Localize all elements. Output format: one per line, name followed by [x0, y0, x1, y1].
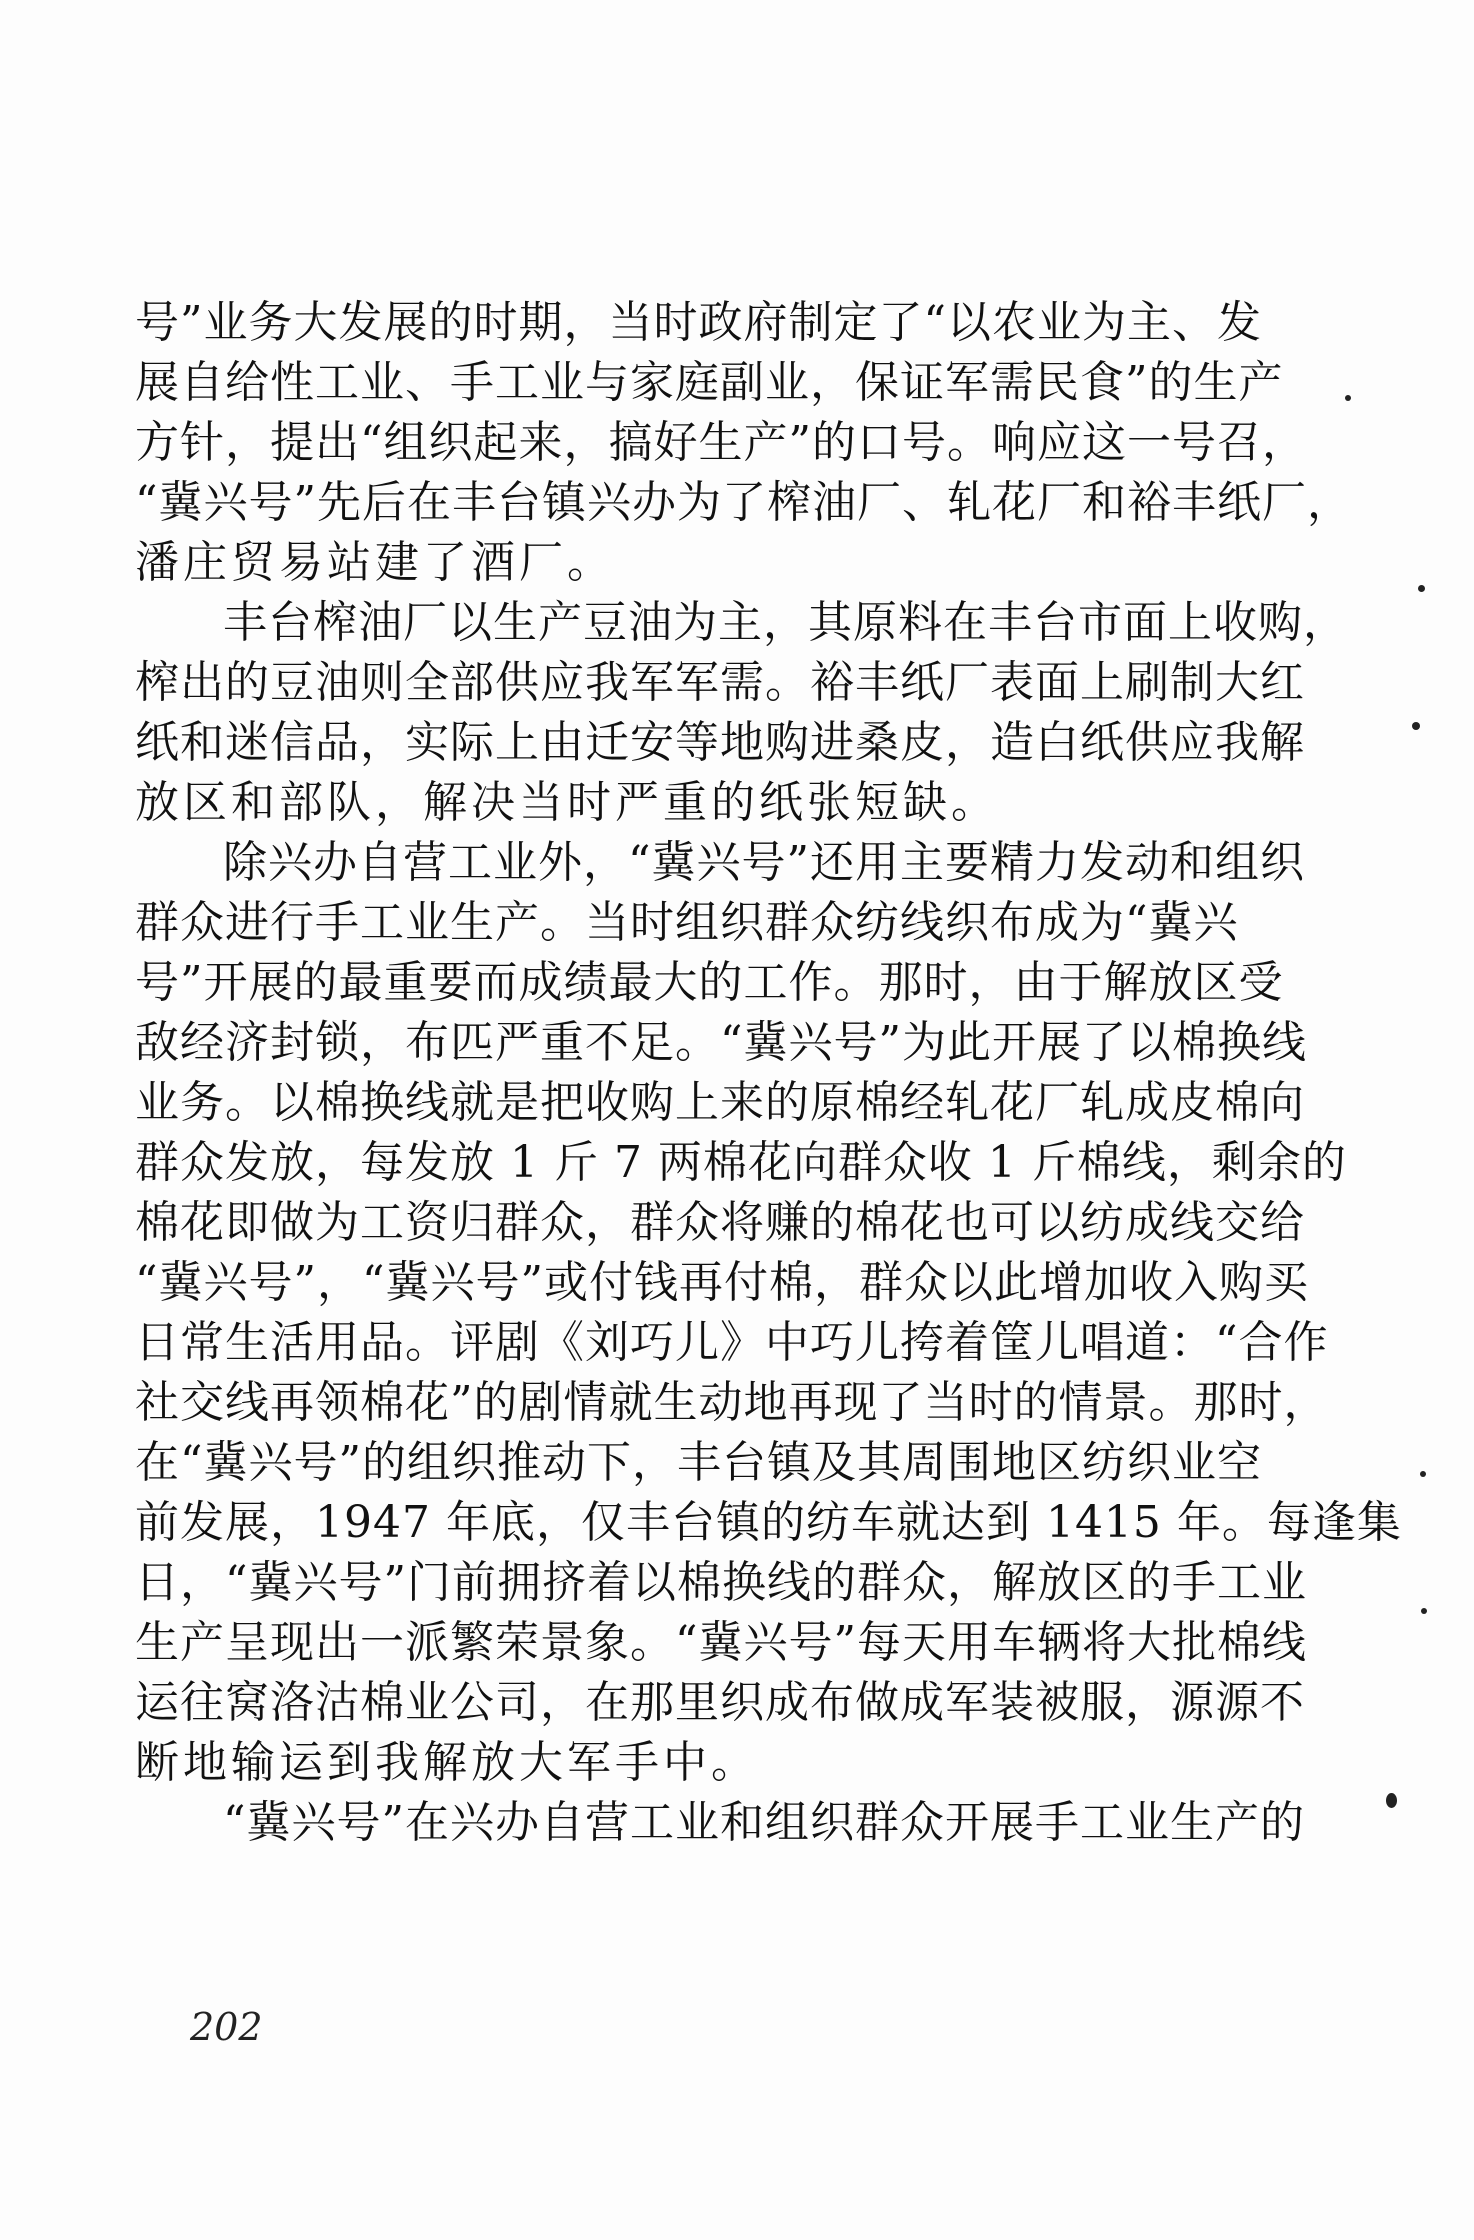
scan-speck [1418, 585, 1425, 592]
text-line: “冀兴号”在兴办自营工业和组织群众开展手工业生产的 [223, 1797, 1305, 1848]
text-line: 号”开展的最重要而成绩最大的工作。那时，由于解放区受 [135, 957, 1284, 1008]
scan-speck [1421, 1608, 1427, 1614]
text-line: 生产呈现出一派繁荣景象。“冀兴号”每天用车辆将大批棉线 [135, 1617, 1307, 1668]
text-line: 业务。以棉换线就是把收购上来的原棉经轧花厂轧成皮棉向 [135, 1077, 1305, 1128]
scan-speck [1345, 395, 1351, 401]
text-line: 断地输运到我解放大军手中。 [135, 1737, 759, 1788]
text-line: 号”业务大发展的时期，当时政府制定了“以农业为主、发 [135, 297, 1262, 348]
text-line: 方针，提出“组织起来，搞好生产”的口号。响应这一号召， [135, 417, 1307, 468]
scan-speck [1412, 722, 1420, 730]
text-line: 日常生活用品。评剧《刘巧儿》中巧儿挎着筐儿唱道：“合作 [135, 1317, 1329, 1368]
text-line: 放区和部队，解决当时严重的纸张短缺。 [135, 777, 999, 828]
text-line: 棉花即做为工资归群众，群众将赚的棉花也可以纺成线交给 [135, 1197, 1305, 1248]
text-line: 纸和迷信品，实际上由迁安等地购进桑皮，造白纸供应我解 [135, 717, 1305, 768]
text-line: “冀兴号”先后在丰台镇兴办为了榨油厂、轧花厂和裕丰纸厂， [135, 477, 1352, 528]
body-text [135, 293, 1402, 1853]
text-line: 群众发放，每发放 1 斤 7 两棉花向群众收 1 斤棉线，剩余的 [135, 1137, 1347, 1188]
scan-speck [1386, 1793, 1397, 1808]
text-line: 丰台榨油厂以生产豆油为主，其原料在丰台市面上收购， [223, 597, 1348, 648]
text-line: 前发展，1947 年底，仅丰台镇的纺车就达到 1415 年。每逢集 [135, 1497, 1402, 1548]
scan-speck [1420, 1471, 1426, 1477]
text-line: 运往窝洛沽棉业公司，在那里织成布做成军装被服，源源不 [135, 1677, 1305, 1728]
text-line: 群众进行手工业生产。当时组织群众纺线织布成为“冀兴 [135, 897, 1239, 948]
text-line: 榨出的豆油则全部供应我军军需。裕丰纸厂表面上刷制大红 [135, 657, 1305, 708]
text-line: 潘庄贸易站建了酒厂。 [135, 537, 615, 588]
text-line: 在“冀兴号”的组织推动下，丰台镇及其周围地区纺织业空 [135, 1437, 1262, 1488]
text-line: 社交线再领棉花”的剧情就生动地再现了当时的情景。那时， [135, 1377, 1329, 1428]
text-line: 除兴办自营工业外，“冀兴号”还用主要精力发动和组织 [223, 837, 1305, 888]
text-line: “冀兴号”，“冀兴号”或付钱再付棉，群众以此增加收入购买 [135, 1257, 1309, 1308]
page-number: 202 [190, 2005, 263, 2049]
text-line: 日，“冀兴号”门前拥挤着以棉换线的群众，解放区的手工业 [135, 1557, 1307, 1608]
text-line: 敌经济封锁，布匹严重不足。“冀兴号”为此开展了以棉换线 [135, 1017, 1307, 1068]
text-line: 展自给性工业、手工业与家庭副业，保证军需民食”的生产 [135, 357, 1284, 408]
